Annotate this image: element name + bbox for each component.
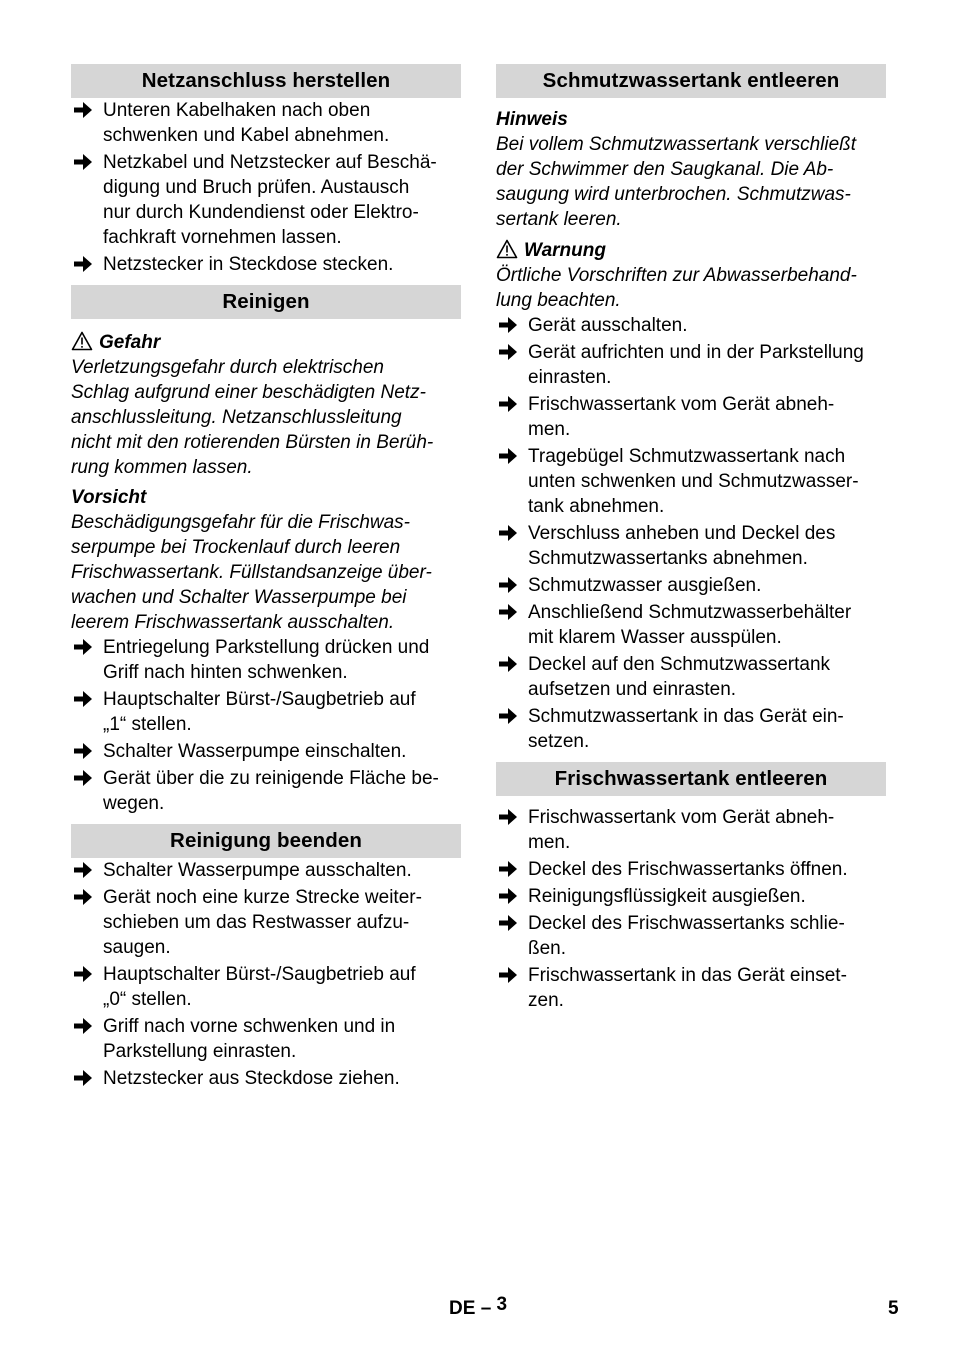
step-text-line: Schmutzwasser ausgießen. [528, 575, 762, 596]
step-item [71, 252, 461, 277]
step-text-line: unten schwenken und Schmutzwasser- [528, 471, 859, 492]
step-item [71, 687, 461, 737]
arrow-right-icon [498, 445, 518, 467]
step-list [71, 635, 461, 816]
step-text-line: Reinigungsflüssigkeit ausgießen. [528, 886, 806, 907]
paragraph-line: Schlag aufgrund einer beschädigten Netz- [71, 382, 426, 403]
step-item [71, 858, 461, 883]
step-text-line: Tragebügel Schmutzwassertank nach [528, 446, 846, 467]
paragraph-line: lung beachten. [496, 290, 621, 311]
paragraph-line: Verletzungsgefahr durch elektrischen [71, 357, 384, 378]
step-item [71, 766, 461, 816]
paragraph-line: Örtliche Vorschriften zur Abwasserbehand- [496, 265, 857, 286]
step-list [71, 98, 461, 277]
paragraph-line: der Schwimmer den Saugkanal. Die Ab- [496, 159, 834, 180]
step-text-line: schwenken und Kabel abnehmen. [103, 125, 390, 146]
step-text-line: Schalter Wasserpumpe einschalten. [103, 741, 407, 762]
step-item [496, 600, 886, 650]
caution-label: Vorsicht [71, 487, 147, 508]
step-item [496, 573, 886, 598]
step-text-line: Deckel des Frischwassertanks öffnen. [528, 859, 848, 880]
step-text-line: Frischwassertank vom Gerät abneh- [528, 807, 835, 828]
arrow-right-icon [498, 912, 518, 934]
step-text-line: Schmutzwassertanks abnehmen. [528, 548, 808, 569]
step-text-line: Netzstecker aus Steckdose ziehen. [103, 1068, 400, 1089]
note-text [496, 132, 886, 232]
step-text-line: Schalter Wasserpumpe ausschalten. [103, 860, 412, 881]
caution-text [71, 510, 461, 635]
step-text-line: Frischwassertank vom Gerät abneh- [528, 394, 835, 415]
paragraph-line: sertank leeren. [496, 209, 622, 230]
step-text-line: mit klarem Wasser ausspülen. [528, 627, 782, 648]
footer-section-page: 3 [496, 1294, 508, 1315]
step-text-line: ßen. [528, 938, 567, 959]
step-item [496, 963, 886, 1013]
step-text-line: Gerät aufrichten und in der Parkstellung [528, 342, 864, 363]
page-number: 5 [888, 1298, 899, 1319]
step-item [496, 884, 886, 909]
step-text-line: tank abnehmen. [528, 496, 665, 517]
step-item [496, 805, 886, 855]
arrow-right-icon [498, 964, 518, 986]
arrow-right-icon [73, 740, 93, 762]
step-item [496, 857, 886, 882]
paragraph-line: serpumpe bei Trockenlauf durch leeren [71, 537, 401, 558]
warning-text [496, 263, 886, 313]
arrow-right-icon [498, 653, 518, 675]
step-text-line: wegen. [103, 793, 165, 814]
footer-lang: DE [449, 1298, 476, 1319]
arrow-right-icon [498, 705, 518, 727]
arrow-right-icon [498, 522, 518, 544]
step-text-line: schieben um das Restwasser aufzu- [103, 912, 410, 933]
section-heading: Frischwassertank entleeren [496, 762, 886, 796]
left-column [71, 64, 461, 1093]
arrow-right-icon [73, 1015, 93, 1037]
step-text-line: Gerät ausschalten. [528, 315, 688, 336]
paragraph-line: Beschädigungsgefahr für die Frischwas- [71, 512, 411, 533]
step-text-line: Parkstellung einrasten. [103, 1041, 297, 1062]
step-item [496, 652, 886, 702]
step-item [496, 444, 886, 519]
step-list [496, 313, 886, 754]
arrow-right-icon [498, 341, 518, 363]
step-text-line: Griff nach vorne schwenken und in [103, 1016, 396, 1037]
footer-dash: – [480, 1298, 492, 1319]
footer-section-ref [449, 1294, 508, 1320]
step-text-line: „1“ stellen. [103, 714, 192, 735]
paragraph-line: nicht mit den rotierenden Bürsten in Berüh- [71, 432, 434, 453]
arrow-right-icon [498, 314, 518, 336]
step-text-line: Frischwassertank in das Gerät einset- [528, 965, 847, 986]
step-item [71, 885, 461, 960]
arrow-right-icon [73, 859, 93, 881]
arrow-right-icon [73, 99, 93, 121]
step-text-line: Deckel des Frischwassertanks schlie- [528, 913, 845, 934]
note-label: Hinweis [496, 109, 568, 130]
danger-text [71, 355, 461, 480]
arrow-right-icon [73, 151, 93, 173]
arrow-right-icon [73, 1067, 93, 1089]
step-item [71, 962, 461, 1012]
step-text-line: saugen. [103, 937, 171, 958]
arrow-right-icon [498, 393, 518, 415]
step-item [496, 392, 886, 442]
step-list [71, 858, 461, 1091]
arrow-right-icon [73, 253, 93, 275]
step-item [496, 911, 886, 961]
step-text-line: men. [528, 419, 571, 440]
step-text-line: Unteren Kabelhaken nach oben [103, 100, 371, 121]
section-heading: Reinigung beenden [71, 824, 461, 858]
step-text-line: zen. [528, 990, 564, 1011]
step-item [71, 635, 461, 685]
arrow-right-icon [498, 574, 518, 596]
paragraph-line: leerem Frischwassertank ausschalten. [71, 612, 395, 633]
step-item [496, 521, 886, 571]
warning-label [496, 238, 886, 263]
step-item [496, 313, 886, 338]
paragraph-line: anschlussleitung. Netzanschlussleitung [71, 407, 402, 428]
right-column [496, 64, 886, 1015]
step-text-line: „0“ stellen. [103, 989, 192, 1010]
step-text-line: Deckel auf den Schmutzwassertank [528, 654, 831, 675]
step-text-line: Gerät über die zu reinigende Fläche be- [103, 768, 439, 789]
step-item [496, 704, 886, 754]
step-item [71, 98, 461, 148]
step-item [71, 1014, 461, 1064]
section-heading: Reinigen [71, 285, 461, 319]
warning-label-text: Warnung [524, 240, 606, 261]
step-text-line: einrasten. [528, 367, 612, 388]
step-item [71, 1066, 461, 1091]
warning-triangle-icon [496, 239, 518, 259]
section-heading: Netzanschluss herstellen [71, 64, 461, 98]
paragraph-line: wachen und Schalter Wasserpumpe bei [71, 587, 407, 608]
paragraph-line: Frischwassertank. Füllstandsanzeige über- [71, 562, 432, 583]
step-text-line: Netzkabel und Netzstecker auf Beschä- [103, 152, 437, 173]
arrow-right-icon [498, 885, 518, 907]
step-item [71, 150, 461, 250]
arrow-right-icon [73, 767, 93, 789]
step-text-line: nur durch Kundendienst oder Elektro- [103, 202, 419, 223]
step-item [71, 739, 461, 764]
step-text-line: setzen. [528, 731, 590, 752]
arrow-right-icon [73, 886, 93, 908]
step-item [496, 340, 886, 390]
paragraph-line: rung kommen lassen. [71, 457, 253, 478]
step-text-line: digung und Bruch prüfen. Austausch [103, 177, 410, 198]
step-text-line: Hauptschalter Bürst-/Saugbetrieb auf [103, 689, 416, 710]
step-text-line: men. [528, 832, 571, 853]
danger-label [71, 330, 461, 355]
step-text-line: Entriegelung Parkstellung drücken und [103, 637, 430, 658]
step-list [496, 805, 886, 1013]
paragraph-line: saugung wird unterbrochen. Schmutzwas- [496, 184, 851, 205]
danger-label-text: Gefahr [99, 332, 161, 353]
step-text-line: Hauptschalter Bürst-/Saugbetrieb auf [103, 964, 416, 985]
step-text-line: Verschluss anheben und Deckel des [528, 523, 836, 544]
step-text-line: Gerät noch eine kurze Strecke weiter- [103, 887, 422, 908]
step-text-line: fachkraft vornehmen lassen. [103, 227, 342, 248]
step-text-line: Griff nach hinten schwenken. [103, 662, 348, 683]
step-text-line: Netzstecker in Steckdose stecken. [103, 254, 394, 275]
arrow-right-icon [498, 806, 518, 828]
arrow-right-icon [498, 601, 518, 623]
warning-triangle-icon [71, 331, 93, 351]
step-text-line: Anschließend Schmutzwasserbehälter [528, 602, 852, 623]
step-text-line: Schmutzwassertank in das Gerät ein- [528, 706, 844, 727]
arrow-right-icon [73, 963, 93, 985]
section-heading: Schmutzwassertank entleeren [496, 64, 886, 98]
arrow-right-icon [73, 636, 93, 658]
arrow-right-icon [498, 858, 518, 880]
step-text-line: aufsetzen und einrasten. [528, 679, 737, 700]
arrow-right-icon [73, 688, 93, 710]
paragraph-line: Bei vollem Schmutzwassertank verschließt [496, 134, 857, 155]
